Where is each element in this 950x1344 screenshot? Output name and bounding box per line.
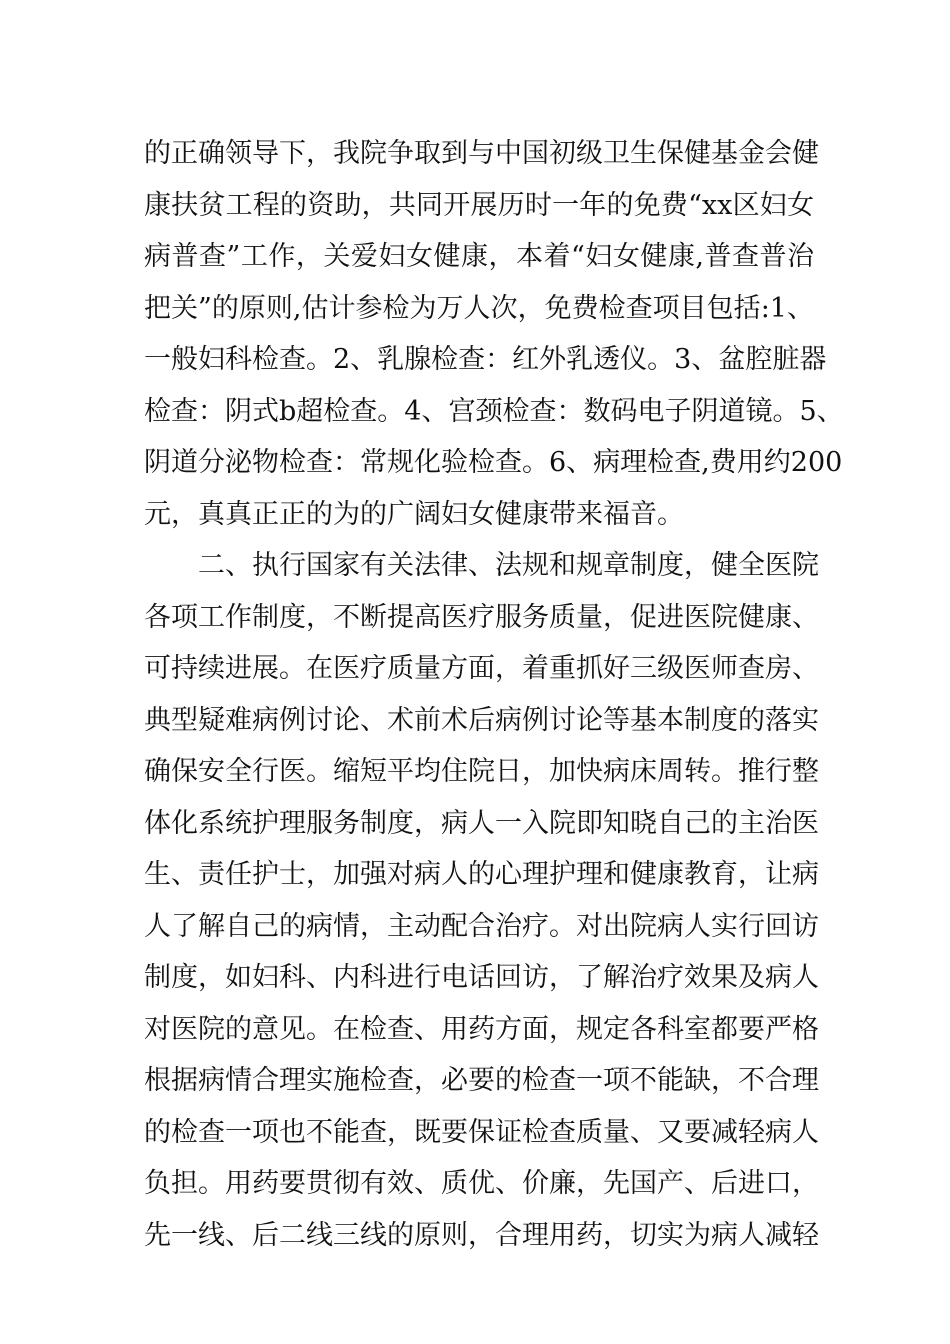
text-line: 根据病情合理实施检查，必要的检查一项不能缺，不合理 bbox=[144, 1065, 819, 1096]
text-line: 人了解自己的病情，主动配合治疗。对出院病人实行回访 bbox=[144, 910, 819, 942]
text-line: 可持续进展。在医疗质量方面，着重抓好三级医师查房、 bbox=[144, 653, 819, 684]
paragraph bbox=[144, 128, 844, 540]
text-line: 负担。用药要贯彻有效、质优、价廉，先国产、后进口， bbox=[144, 1168, 819, 1199]
text-line: 生、责任护士，加强对病人的心理护理和健康教育，让病 bbox=[144, 859, 819, 890]
text-line: 确保安全行医。缩短平均住院日，加快病床周转。推行整 bbox=[144, 756, 819, 787]
text-line: 的检查一项也不能查，既要保证检查质量、又要减轻病人 bbox=[144, 1116, 819, 1148]
text-line: 检查：阴式b超检查。4、宫颈检查：数码电子阴道镜。5、 bbox=[144, 395, 844, 427]
body-text bbox=[144, 128, 844, 1261]
text-line: 制度，如妇科、内科进行电话回访，了解治疗效果及病人 bbox=[144, 962, 819, 993]
text-line: 对医院的意见。在检查、用药方面，规定各科室都要严格 bbox=[144, 1013, 819, 1045]
text-line: 康扶贫工程的资助，共同开展历时一年的免费“xx区妇女 bbox=[144, 189, 814, 221]
text-line: 元，真真正正的为的广阔妇女健康带来福音。 bbox=[144, 498, 684, 530]
text-line: 二、执行国家有关法律、法规和规章制度，健全医院 bbox=[198, 550, 819, 581]
text-line: 阴道分泌物检查：常规化验检查。6、病理检查,费用约200 bbox=[144, 447, 843, 478]
text-line: 的正确领导下，我院争取到与中国初级卫生保健基金会健 bbox=[144, 138, 819, 169]
text-line: 各项工作制度，不断提高医疗服务质量，促进医院健康、 bbox=[144, 601, 819, 633]
paragraph bbox=[144, 540, 819, 1261]
text-line: 病普查”工作，关爱妇女健康，本着“妇女健康,普查普治 bbox=[144, 241, 814, 272]
text-line: 一般妇科检查。2、乳腺检查：红外乳透仪。3、盆腔脏器 bbox=[144, 344, 827, 375]
text-line: 典型疑难病例讨论、术前术后病例讨论等基本制度的落实 bbox=[144, 704, 819, 736]
text-line: 先一线、后二线三线的原则，合理用药，切实为病人减轻 bbox=[144, 1219, 819, 1251]
text-line: 体化系统护理服务制度，病人一入院即知晓自己的主治医 bbox=[144, 807, 819, 839]
text-line: 把关”的原则,估计参检为万人次，免费检查项目包括:1、 bbox=[144, 292, 814, 324]
